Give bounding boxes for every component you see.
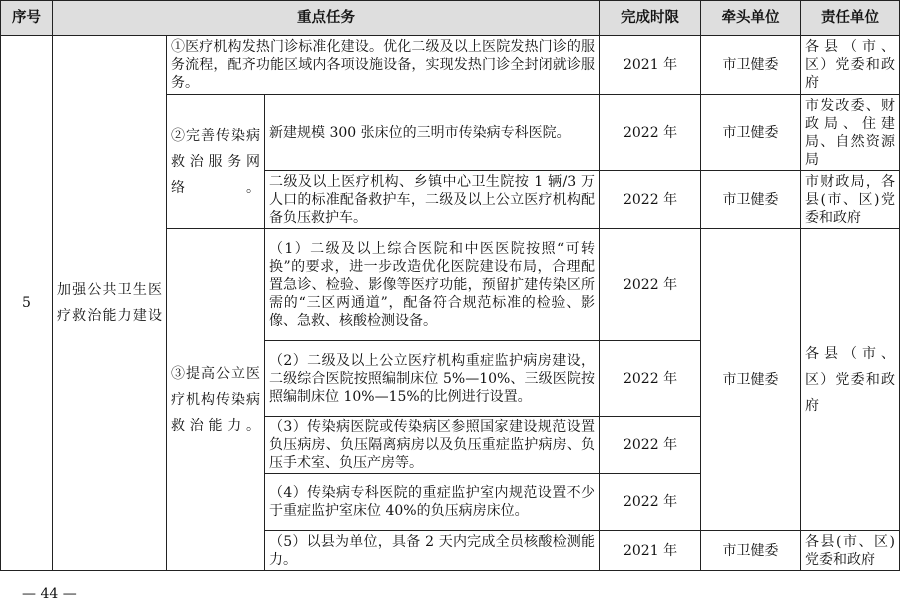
responsible-unit-cell: 市财政局，各县(市、区)党委和政府 — [801, 171, 900, 229]
responsible-unit-cell: 市发改委、财政局、住建局、自然资源局 — [801, 95, 900, 171]
task-cell: 新建规模 300 张床位的三明市传染病专科医院。 — [265, 95, 600, 171]
deadline-cell: 2022 年 — [600, 417, 701, 474]
deadline-cell: 2021 年 — [600, 36, 701, 95]
responsible-unit-cell: 各县（市、区）党委和政府 — [801, 36, 900, 95]
task-cell: （4）传染病专科医院的重症监护室内规范设置不少于重症监护室床位 40%的负压病房床位。 — [265, 474, 600, 531]
responsible-unit-cell: 各县（市、区）党委和政府 — [801, 229, 900, 531]
header-deadline: 完成时限 — [600, 1, 701, 36]
header-lead: 牵头单位 — [701, 1, 801, 36]
header-resp: 责任单位 — [801, 1, 900, 36]
task-cell: （1）二级及以上综合医院和中医医院按照“可转换”的要求，进一步改造优化医院建设布局，合理配置急诊、检验、影像等医疗功能，预留扩建传染区所需的“三区两通道”，配备符合规范标准的检验、影像、急救、核酸检测设备。 — [265, 229, 600, 341]
page-number: — 44 — — [22, 586, 77, 602]
responsible-unit-cell: 各县(市、区)党委和政府 — [801, 531, 900, 571]
header-no: 序号 — [1, 1, 53, 36]
deadline-cell: 2022 年 — [600, 95, 701, 171]
deadline-cell: 2022 年 — [600, 171, 701, 229]
subtask-title: ③提高公立医疗机构传染病救治能力。 — [167, 229, 265, 571]
lead-unit-cell: 市卫健委 — [701, 531, 801, 571]
task-cell: （3）传染病医院或传染病区参照国家建设规范设置负压病房、负压隔离病房以及负压重症监护病房、负压手术室、负压产房等。 — [265, 417, 600, 474]
subtask-title: ②完善传染病救治服务网络。 — [167, 95, 265, 229]
task-cell: ①医疗机构发热门诊标准化建设。优化二级及以上医院发热门诊的服务流程，配齐功能区域内各项设施设备，实现发热门诊全封闭就诊服务。 — [167, 36, 600, 95]
lead-unit-cell: 市卫健委 — [701, 95, 801, 171]
deadline-cell: 2022 年 — [600, 229, 701, 341]
section-title: 加强公共卫生医疗救治能力建设 — [53, 36, 167, 571]
task-cell: （5）以县为单位，具备 2 天内完成全员核酸检测能力。 — [265, 531, 600, 571]
deadline-cell: 2022 年 — [600, 474, 701, 531]
deadline-cell: 2021 年 — [600, 531, 701, 571]
task-cell: 二级及以上医疗机构、乡镇中心卫生院按 1 辆/3 万人口的标准配备救护车，二级及以上公立医疗机构配备负压救护车。 — [265, 171, 600, 229]
deadline-cell: 2022 年 — [600, 341, 701, 417]
table-row — [1, 36, 900, 95]
lead-unit-cell: 市卫健委 — [701, 171, 801, 229]
header-task: 重点任务 — [53, 1, 600, 36]
task-cell: （2）二级及以上公立医疗机构重症监护病房建设，二级综合医院按照编制床位 5%—10%、三级医院按照编制床位 10%—15%的比例进行设置。 — [265, 341, 600, 417]
lead-unit-cell: 市卫健委 — [701, 229, 801, 531]
header-row — [1, 1, 900, 36]
section-number: 5 — [1, 36, 53, 571]
lead-unit-cell: 市卫健委 — [701, 36, 801, 95]
